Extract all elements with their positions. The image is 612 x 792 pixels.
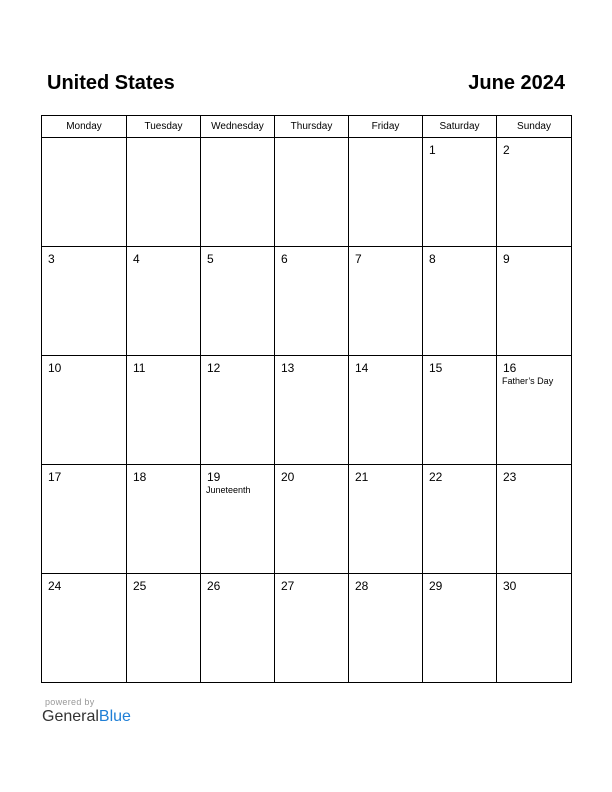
day-cell: [497, 574, 572, 683]
day-cell: [42, 574, 127, 683]
day-number: 15: [429, 361, 443, 375]
month-year-title: June 2024: [468, 72, 565, 94]
day-cell: [349, 574, 423, 683]
day-number: 12: [207, 361, 221, 375]
day-number: 23: [503, 470, 517, 484]
day-number: 20: [281, 470, 295, 484]
brand-logo: [42, 708, 131, 726]
weekday-header-monday: Monday: [42, 116, 127, 138]
day-cell: [201, 574, 275, 683]
week-row: [42, 465, 572, 574]
calendar-header: [47, 72, 565, 98]
day-number: 2: [503, 143, 510, 157]
day-cell: [201, 247, 275, 356]
day-cell: [127, 356, 201, 465]
day-cell: [127, 465, 201, 574]
day-number: 16: [503, 361, 517, 375]
day-cell: [423, 138, 497, 247]
day-cell: [497, 465, 572, 574]
day-number: 6: [281, 252, 288, 266]
weekday-header-thursday: Thursday: [275, 116, 349, 138]
day-number: 11: [133, 361, 146, 375]
weekday-header-row: [42, 116, 572, 138]
weekday-header-saturday: Saturday: [423, 116, 497, 138]
day-number: 27: [281, 579, 295, 593]
day-number: 21: [355, 470, 369, 484]
powered-by-text: powered by: [45, 697, 95, 707]
day-number: 13: [281, 361, 295, 375]
day-number: 3: [48, 252, 55, 266]
weekday-header-tuesday: Tuesday: [127, 116, 201, 138]
day-cell: [42, 247, 127, 356]
day-cell: [127, 138, 201, 247]
day-cell: [127, 247, 201, 356]
footer-branding: [42, 697, 131, 726]
day-cell: [349, 465, 423, 574]
brand-general-text: General: [42, 708, 99, 725]
day-cell: [497, 356, 572, 465]
weekday-header-wednesday: Wednesday: [201, 116, 275, 138]
day-cell: [349, 138, 423, 247]
day-number: 26: [207, 579, 221, 593]
week-row: [42, 356, 572, 465]
holiday-label-juneteenth: Juneteenth: [206, 485, 251, 495]
day-cell: [349, 356, 423, 465]
country-title: United States: [47, 72, 175, 94]
day-cell: [42, 465, 127, 574]
day-cell: [275, 465, 349, 574]
day-number: 28: [355, 579, 369, 593]
day-cell: [423, 356, 497, 465]
week-row: [42, 247, 572, 356]
day-cell: [127, 574, 201, 683]
holiday-label-fathers-day: Father’s Day: [502, 376, 554, 386]
day-cell: [42, 356, 127, 465]
day-number: 30: [503, 579, 517, 593]
day-cell: [349, 247, 423, 356]
day-cell: [275, 247, 349, 356]
day-cell: [275, 138, 349, 247]
brand-blue-text: Blue: [98, 708, 131, 725]
day-number: 7: [355, 252, 362, 266]
day-number: 22: [429, 470, 443, 484]
week-row: [42, 138, 572, 247]
day-number: 14: [355, 361, 369, 375]
week-row: [42, 574, 572, 683]
day-cell: [423, 465, 497, 574]
day-cell: [201, 356, 275, 465]
day-cell: [497, 247, 572, 356]
day-cell: [423, 247, 497, 356]
day-number: 8: [429, 252, 436, 266]
day-cell: [201, 138, 275, 247]
day-cell: [275, 574, 349, 683]
day-number: 24: [48, 579, 62, 593]
day-number: 1: [429, 143, 436, 157]
day-cell: [201, 465, 275, 574]
day-number: 19: [207, 470, 221, 484]
day-number: 18: [133, 470, 147, 484]
day-number: 10: [48, 361, 62, 375]
weekday-header-friday: Friday: [349, 116, 423, 138]
day-cell: [423, 574, 497, 683]
day-cell: [275, 356, 349, 465]
day-number: 25: [133, 579, 147, 593]
day-number: 9: [503, 252, 510, 266]
day-number: 17: [48, 470, 62, 484]
calendar-grid: [41, 115, 572, 683]
day-number: 29: [429, 579, 443, 593]
day-number: 4: [133, 252, 140, 266]
weekday-header-sunday: Sunday: [497, 116, 572, 138]
day-cell: [42, 138, 127, 247]
day-number: 5: [207, 252, 214, 266]
day-cell: [497, 138, 572, 247]
